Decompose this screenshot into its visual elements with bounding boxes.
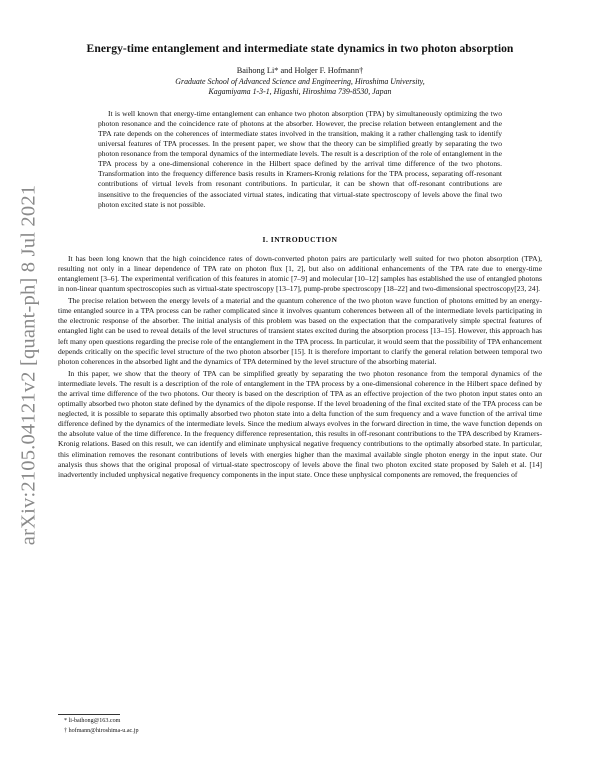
affiliation-line: Kagamiyama 1-3-1, Higashi, Hiroshima 739-8530, Japan bbox=[208, 87, 392, 97]
paper-page bbox=[58, 42, 542, 482]
author-list: Baihong Li* and Holger F. Hofmann† bbox=[236, 66, 364, 75]
arxiv-identifier-text: arXiv:2105.04121v2 [quant-ph] 8 Jul 2021 bbox=[17, 184, 40, 546]
body-paragraph: It has been long known that the high coincidence rates of down-converted photon pairs are particularly well suited for two photon absorption (TPA), resulting not only in a linear dependence of TPA rate on photon flux [1, 2], but also on additional enhancements of the TPA rate due to energy-time entanglement [3–6]. The experimental verification of this features in atomic [7–9] and molecular [10–12] samples has established the use of entangled photons in non-linear quantum spectroscopies such as virtual-state spectroscopy [13–17], pump-probe spectroscopy [18–22] and two-dimensional spectroscopy[23, 24]. bbox=[58, 253, 542, 294]
body-paragraph: The precise relation between the energy levels of a material and the quantum coherence of the two photon wave function of photons emitted by an energy-time entangled source in a TPA process can be rather complicated since it involves quantum coherences between all of the intermediate levels participating in the electronic response of the absorber. The initial analysis of this problem was based on the expectation that the comparatively simple spectral features of entangled light can be used to reveal details of the level structures of transient states excited during the absorption process [13–15]. However, this approach has left many open questions regarding the precise role of the entanglement in the TPA process. In particular, it would seem that the possibility of TPA enhancement depends critically on the specific level structure of the two photon absorber [15]. It is therefore important to clarify the general relation between temporal two photon coherences in the absorbed light and the dynamics of TPA determined by the level structure of the absorbing material. bbox=[58, 296, 542, 366]
abstract: It is well known that energy-time entanglement can enhance two photon absorption (TPA) by simultaneously optimizing the two photon resonance and the coincidence rate of photons at the absorber. However, the precise relation between entanglement and the TPA rate depends on the coherences of intermediate states involved in the transition, making it a rather challenging task to identify universal features of TPA processes. In the present paper, we show that the theory can be simplified greatly by separating the two photon resonance from the temporal dynamics of the intermediate levels. The result is a description of the role of entanglement in the TPA process by a one-dimensional coherence in the Hilbert space defined by the arrival time difference of the two photons. Transformation into the frequency difference basis results in Kramers-Kronig relations for the TPA process, separating off-resonant contributions of virtual levels from resonant contributions. In particular, it can be shown that off-resonant contributions are insensitive to the frequencies of the associated virtual states, indicating that virtual-state spectroscopy of levels above the final two photon excited state is not possible. bbox=[98, 108, 502, 209]
paper-title: Energy-time entanglement and intermediate state dynamics in two photon absorption bbox=[86, 42, 514, 55]
introduction-body bbox=[58, 254, 542, 480]
arxiv-identifier-stamp bbox=[14, 150, 44, 580]
affiliation bbox=[58, 77, 542, 98]
footnote-divider bbox=[58, 714, 120, 715]
body-paragraph: In this paper, we show that the theory of TPA can be simplified greatly by separating the two photon resonance from the temporal dynamics of the intermediate levels. The result is a description of the role of entanglement in the TPA process by a one-dimensional coherence in the Hilbert space defined by the arrival time difference of the two photons. Our theory is based on the description of TPA as an effective projection of the two photon input states onto an optimally absorbed two photon state defined by the dynamics of the dipole response. If the level broadening of the final excited state of the TPA process can be neglected, it is possible to separate this optimally absorbed two photon state into a delta function of the sum frequency and a wave function of the arrival time difference defined by the dynamics of the intermediate levels. Since the medium always evolves in the forward direction in time, the wave function depends on the absolute value of the time difference. In the frequency difference representation, this results in off-resonant contributions to the TPA described by Kramers-Kronig relations. Based on this result, we can identify and eliminate unphysical negative frequency contributions to the optimally absorbed state. In particular, this elimination removes the resonant contributions of levels with energies higher than the maximal available single photon energy in the input state. Our analysis thus shows that the original proposal of virtual-state spectroscopy of levels above the final two photon excited state proposed by Saleh et al. [14] inadvertently included unphysical negative frequency components in the input state. Once these unphysical components are removed, the frequencies of bbox=[58, 368, 542, 479]
footnote-email-author2: † hofmann@hiroshima-u.ac.jp bbox=[64, 727, 139, 734]
footnote-email-author1: * li-baihong@163.com bbox=[64, 718, 121, 724]
section-heading-introduction: I. INTRODUCTION bbox=[262, 234, 338, 244]
footnotes bbox=[58, 717, 139, 736]
affiliation-line: Graduate School of Advanced Science and Engineering, Hiroshima University, bbox=[175, 77, 425, 86]
